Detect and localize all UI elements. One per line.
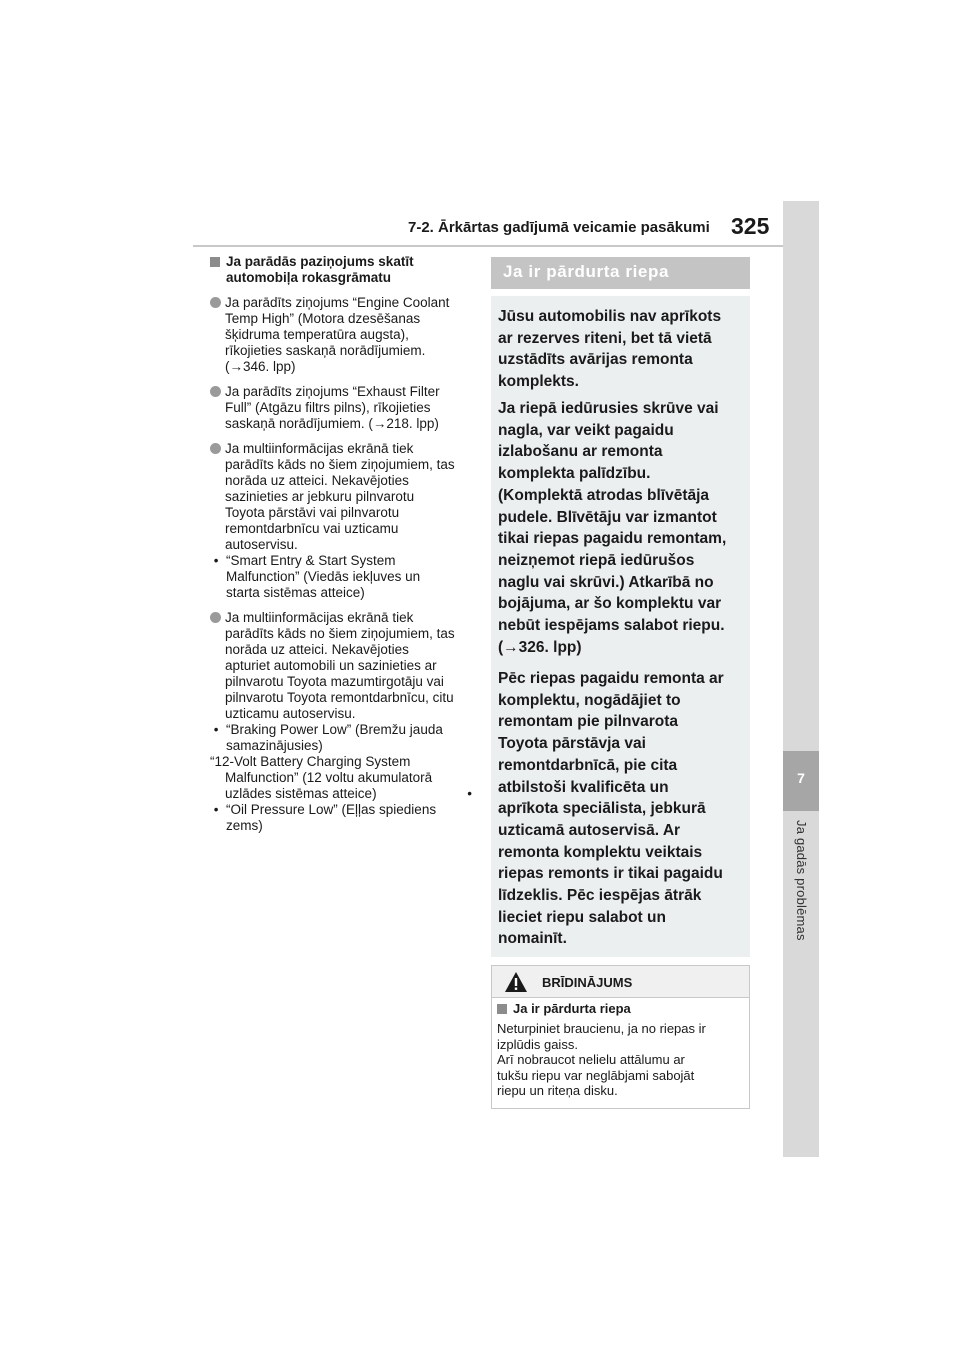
- bullet-item: [210, 295, 472, 375]
- info-box: [491, 296, 750, 957]
- info-paragraph: Ja riepā iedūrusies skrūve vai nagla, var veikt pagaidu izlabošanu ar remonta komplekta palīdzību. (Komplektā atrodas blīvētāja pudele. Blīvētāju var izmantot tikai riepas pagaidu remontam, neizņemot riepā iedūrušos naglu vai skrūvi.) Atkarībā no bojājuma, ar šo komplektu var nebūt iespējams salabot riepu. (→326. lpp): [498, 400, 727, 656]
- sub-list-item: [210, 553, 472, 601]
- info-paragraph: Pēc riepas pagaidu remonta ar komplektu, nogādājiet to remontam pie pilnvarota Toyota pārstāvja vai remontdarbnīcā, pie cita atbilstoši kvalificēta un aprīkota speciālista, jebkurā uzticamā autoservisā. Ar remonta komplektu veiktais riepas remonts ir tikai pagaidu līdzeklis. Pēc iespējas ātrāk lieciet riepu salabot un nomainīt.: [498, 670, 724, 948]
- page-number: 325: [731, 213, 770, 239]
- circle-bullet-icon: [210, 612, 221, 623]
- section-heading: [210, 254, 472, 286]
- sub-bullet-mark: •: [210, 553, 219, 568]
- warning-title: BRĪDINĀJUMS: [542, 975, 633, 990]
- stray-bullet-mark: •: [467, 786, 472, 801]
- bullet-item: [210, 441, 472, 553]
- bullet-text: Ja multiinformācijas ekrānā tiek parādīts kāds no šiem ziņojumiem, tas norāda uz atteici. Nekavējoties apturiet automobili un sazinieties ar pilnvarotu Toyota mazumtirgotāju vai pilnvarotu Toyota remontdarbnīcu, citu uzticamu autoservisu.: [225, 610, 455, 721]
- chapter-number: 7: [797, 770, 805, 786]
- circle-bullet-icon: [210, 443, 221, 454]
- header-divider: [193, 245, 783, 247]
- warning-header: [492, 966, 749, 998]
- list-line-row: [210, 786, 472, 802]
- sub-item-text: “Smart Entry & Start System Malfunction” (Viedās iekļuves un starta sistēmas atteice): [226, 553, 421, 600]
- side-tab-bar: [783, 201, 819, 1157]
- chapter-label: Ja gadās problēmas: [794, 820, 809, 941]
- square-bullet-icon: [210, 257, 220, 267]
- bullet-group: [210, 610, 472, 834]
- list-line: “12-Volt Battery Charging System: [210, 754, 411, 769]
- list-line: Malfunction” (12 voltu akumulatorā: [225, 770, 433, 785]
- bullet-text: Ja multiinformācijas ekrānā tiek parādīts kāds no šiem ziņojumiem, tas norāda uz atteici. Nekavējoties sazinieties ar jebkuru pilnvarotu Toyota pārstāvi vai pilnvarotu remontdarbnīcu vai uzticamu autoservisu.: [225, 441, 455, 552]
- info-paragraph: Jūsu automobilis nav aprīkots ar rezerves riteni, bet tā vietā uzstādīts avārijas remonta komplekts.: [498, 308, 722, 391]
- bullet-text: Ja parādīts ziņojums “Engine Coolant Temp High” (Motora dzesēšanas šķidruma temperatūra augsta), rīkojieties saskaņā norādījumiem. (→346. lpp): [225, 295, 450, 374]
- sub-item-text: “Braking Power Low” (Bremžu jauda samazinājusies): [226, 722, 443, 753]
- heading-text: Ja parādās paziņojums skatīt automobiļa rokasgrāmatu: [226, 254, 414, 285]
- sub-bullet-mark: •: [210, 722, 219, 737]
- circle-bullet-icon: [210, 386, 221, 397]
- bullet-group: [210, 441, 472, 601]
- banner-title: Ja ir pārdurta riepa: [503, 262, 670, 281]
- left-column: [210, 254, 472, 843]
- warning-subheading: [497, 1001, 631, 1016]
- bullet-item: [210, 384, 472, 432]
- sub-list-item: [210, 802, 472, 834]
- bullet-item: [210, 610, 472, 722]
- warning-box: [491, 965, 750, 1109]
- bullet-text: Ja parādīts ziņojums “Exhaust Filter Full” (Atgāzu filtrs pilns), rīkojieties saskaņā norādījumiem. (→218. lpp): [225, 384, 440, 431]
- sub-item-text: “Oil Pressure Low” (Eļļas spiediens zems): [226, 802, 437, 833]
- square-bullet-icon: [497, 1004, 507, 1014]
- section-banner: [491, 257, 750, 289]
- list-line: uzlādes sistēmas atteice): [225, 786, 377, 801]
- warning-triangle-icon: [504, 971, 528, 993]
- section-title: 7-2. Ārkārtas gadījumā veicamie pasākumi: [408, 219, 710, 236]
- sub-bullet-mark: •: [210, 802, 219, 817]
- warning-subheading-text: Ja ir pārdurta riepa: [513, 1001, 631, 1016]
- circle-bullet-icon: [210, 297, 221, 308]
- sub-list-item: [210, 722, 472, 754]
- warning-body: Neturpiniet braucienu, ja no riepas ir izplūdis gaiss. Arī nobraucot nelielu attālumu ar tukšu riepu var neglābjami sabojāt riepu un riteņa disku.: [497, 1021, 706, 1098]
